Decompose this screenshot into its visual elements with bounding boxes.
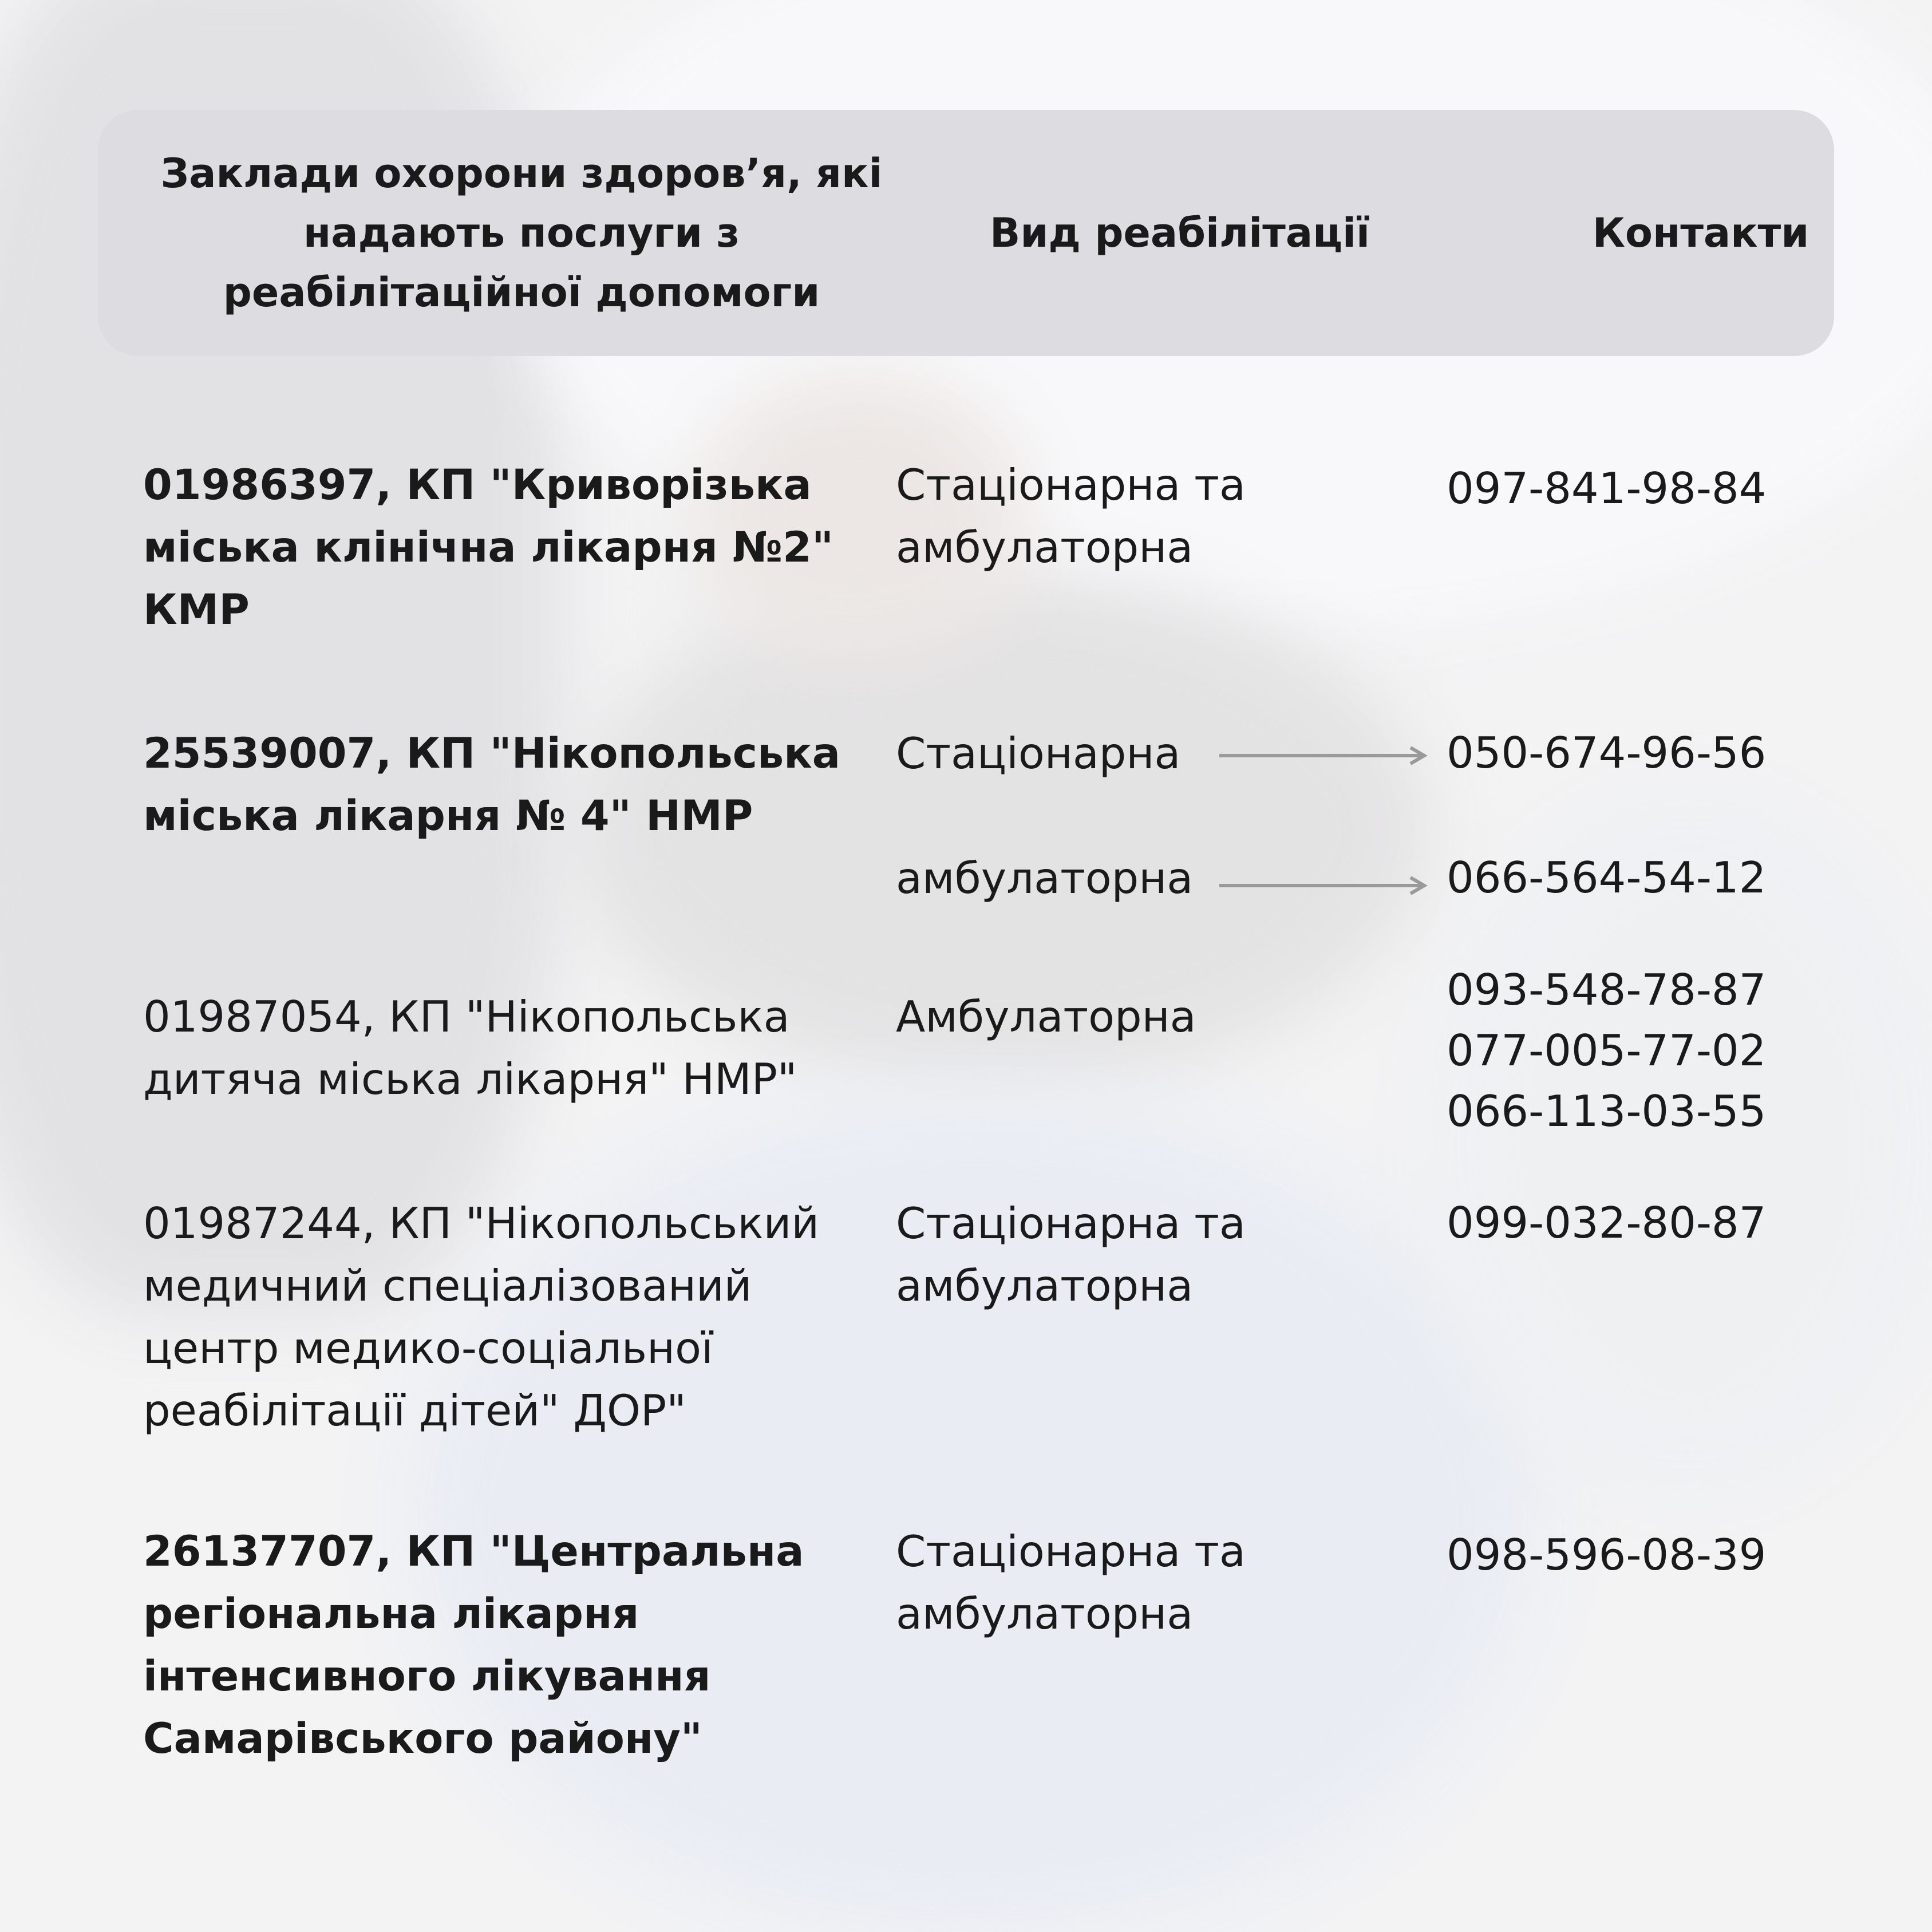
- phone-number[interactable]: 099-032-80-87: [1447, 1198, 1767, 1248]
- row-4-rehab-type: Стаціонарна та амбулаторна: [896, 1198, 1246, 1311]
- row-2-rehab-type-1: Стаціонарна: [896, 728, 1181, 779]
- row-5-rehab-type: Стаціонарна та амбулаторна: [896, 1526, 1246, 1639]
- header-contacts: Контакти: [1592, 210, 1809, 256]
- row-1-rehab-type: Стаціонарна та амбулаторна: [896, 460, 1246, 572]
- phone-number[interactable]: 066-113-03-55: [1447, 1086, 1767, 1136]
- phone-number[interactable]: 077-005-77-02: [1447, 1025, 1767, 1076]
- row-2-rehab-type-2: амбулаторна: [896, 853, 1194, 903]
- row-2-phone-1[interactable]: 050-674-96-56: [1447, 728, 1767, 778]
- header-rehab-type: Вид реабілітації: [990, 210, 1370, 256]
- arrow-right-icon: [1218, 874, 1430, 897]
- row-3-rehab-type: Амбулаторна: [896, 991, 1196, 1042]
- table-header: [98, 110, 1834, 356]
- row-5-institution: 26137707, КП "Центральна регіональна лікарня інтенсивного лікування Самарівського району": [143, 1527, 804, 1763]
- phone-number[interactable]: 093-548-78-87: [1447, 965, 1767, 1015]
- row-4-institution: 01987244, КП "Нікопольський медичний спеціалізований центр медико-соціальної реабілітації дітей" ДОР": [143, 1198, 820, 1436]
- header-institutions: Заклади охорони здоров’я, які надають послуги з реабілітаційної допомоги: [160, 150, 883, 316]
- row-2-institution: 25539007, КП "Нікопольська міська лікарня № 4" НМР: [143, 729, 840, 840]
- row-3-institution: 01987054, КП "Нікопольська дитяча міська лікарня" НМР": [143, 991, 797, 1104]
- row-4-phones: [1447, 1192, 1905, 1253]
- row-1-phones: [1447, 458, 1905, 519]
- row-5-phones: [1447, 1524, 1905, 1585]
- phone-number[interactable]: 098-596-08-39: [1447, 1530, 1767, 1580]
- phone-number[interactable]: 097-841-98-84: [1447, 463, 1767, 513]
- arrow-right-icon: [1218, 744, 1430, 767]
- row-3-phones: [1447, 959, 1905, 1141]
- row-1-institution: 01986397, КП "Криворізька міська клінічна лікарня №2" КМР: [143, 461, 833, 634]
- row-2-phone-2[interactable]: 066-564-54-12: [1447, 852, 1767, 903]
